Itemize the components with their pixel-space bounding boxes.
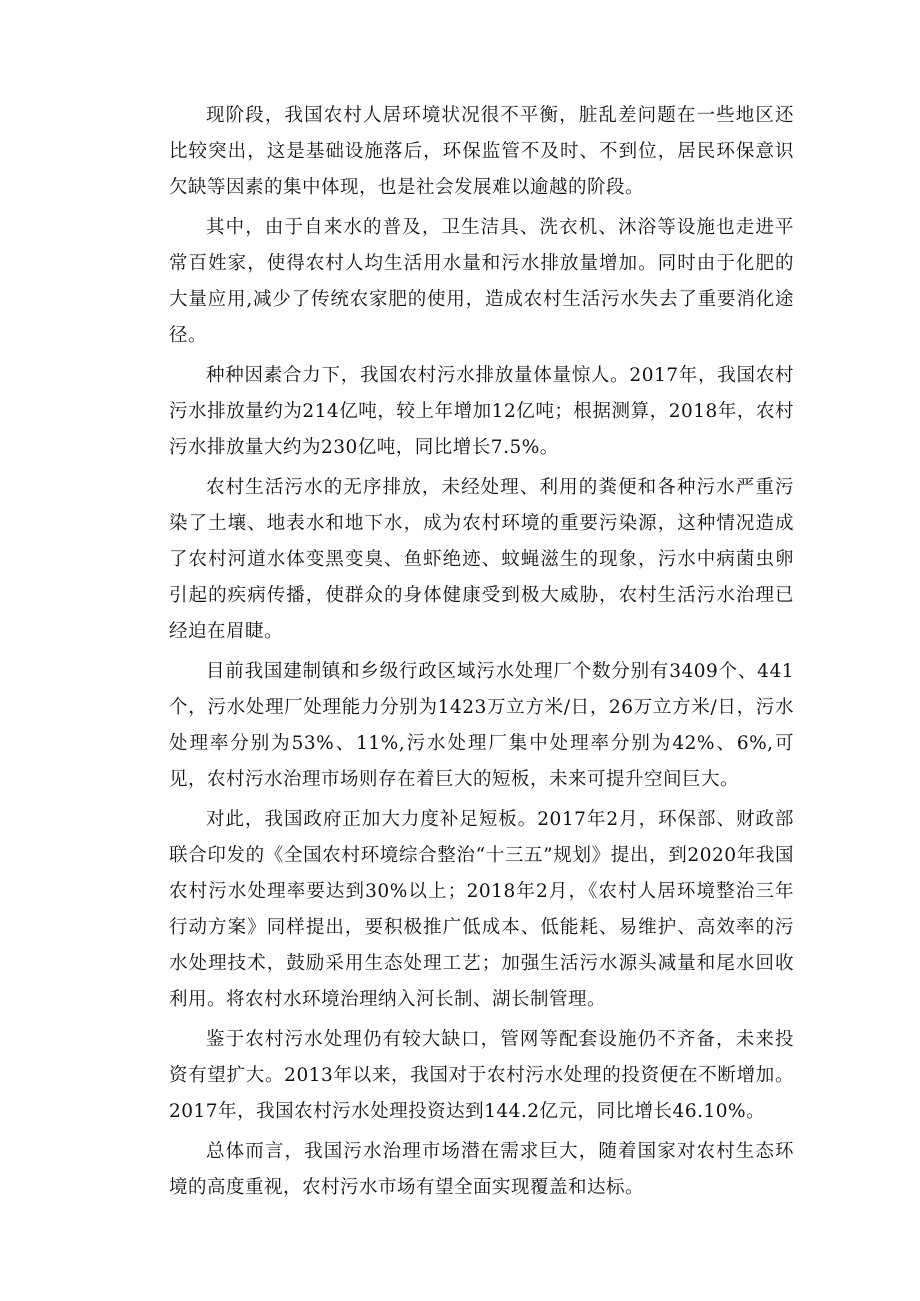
paragraph-3: 种种因素合力下，我国农村污水排放量体量惊人。2017年，我国农村污水排放量约为214亿吨，较上年增加12亿吨；根据测算，2018年，农村污水排放量大约为230亿吨，同比增长7.5%。: [169, 365, 794, 458]
document-body: [169, 98, 794, 1210]
paragraph-1: 现阶段，我国农村人居环境状况很不平衡，脏乱差问题在一些地区还比较突出，这是基础设施落后，环保监管不及时、不到位，居民环保意识欠缺等因素的集中体现，也是社会发展难以逾越的阶段。: [169, 105, 794, 198]
paragraph-6: 对此，我国政府正加大力度补足短板。2017年2月，环保部、财政部联合印发的《全国农村环境综合整治“十三五”规划》提出，到2020年我国农村污水处理率要达到30%以上；2018年2月，《农村人居环境整治三年行动方案》同样提出，要积极推广低成本、低能耗、易维护、高效率的污水处理技术，鼓励采用生态处理工艺；加强生活污水源头减量和尾水回收利用。将农村水环境治理纳入河长制、湖长制管理。: [169, 809, 794, 1010]
paragraph-7: 鉴于农村污水处理仍有较大缺口，管网等配套设施仍不齐备，未来投资有望扩大。2013年以来，我国对于农村污水处理的投资便在不断增加。2017年，我国农村污水处理投资达到144.2亿元，同比增长46.10%。: [169, 1029, 794, 1122]
paragraph-5: 目前我国建制镇和乡级行政区域污水处理厂个数分别有3409个、441个，污水处理厂处理能力分别为1423万立方米/日，26万立方米/日，污水处理率分别为53%、11%,污水处理厂集中处理率分别为42%、6%,可见，农村污水治理市场则存在着巨大的短板，未来可提升空间巨大。: [169, 661, 794, 790]
paragraph-8: 总体而言，我国污水治理市场潜在需求巨大，随着国家对农村生态环境的高度重视，农村污水市场有望全面实现覆盖和达标。: [169, 1141, 794, 1198]
paragraph-4: 农村生活污水的无序排放，未经处理、利用的粪便和各种污水严重污染了土壤、地表水和地下水，成为农村环境的重要污染源，这种情况造成了农村河道水体变黑变臭、鱼虾绝迹、蚊蝇滋生的现象，污水中病菌虫卵引起的疾病传播，使群众的身体健康受到极大威胁，农村生活污水治理已经迫在眉睫。: [169, 477, 794, 642]
paragraph-2: 其中，由于自来水的普及，卫生洁具、洗衣机、沐浴等设施也走进平常百姓家，使得农村人均生活用水量和污水排放量增加。同时由于化肥的大量应用,减少了传统农家肥的使用，造成农村生活污水失去了重要消化途径。: [169, 217, 794, 346]
